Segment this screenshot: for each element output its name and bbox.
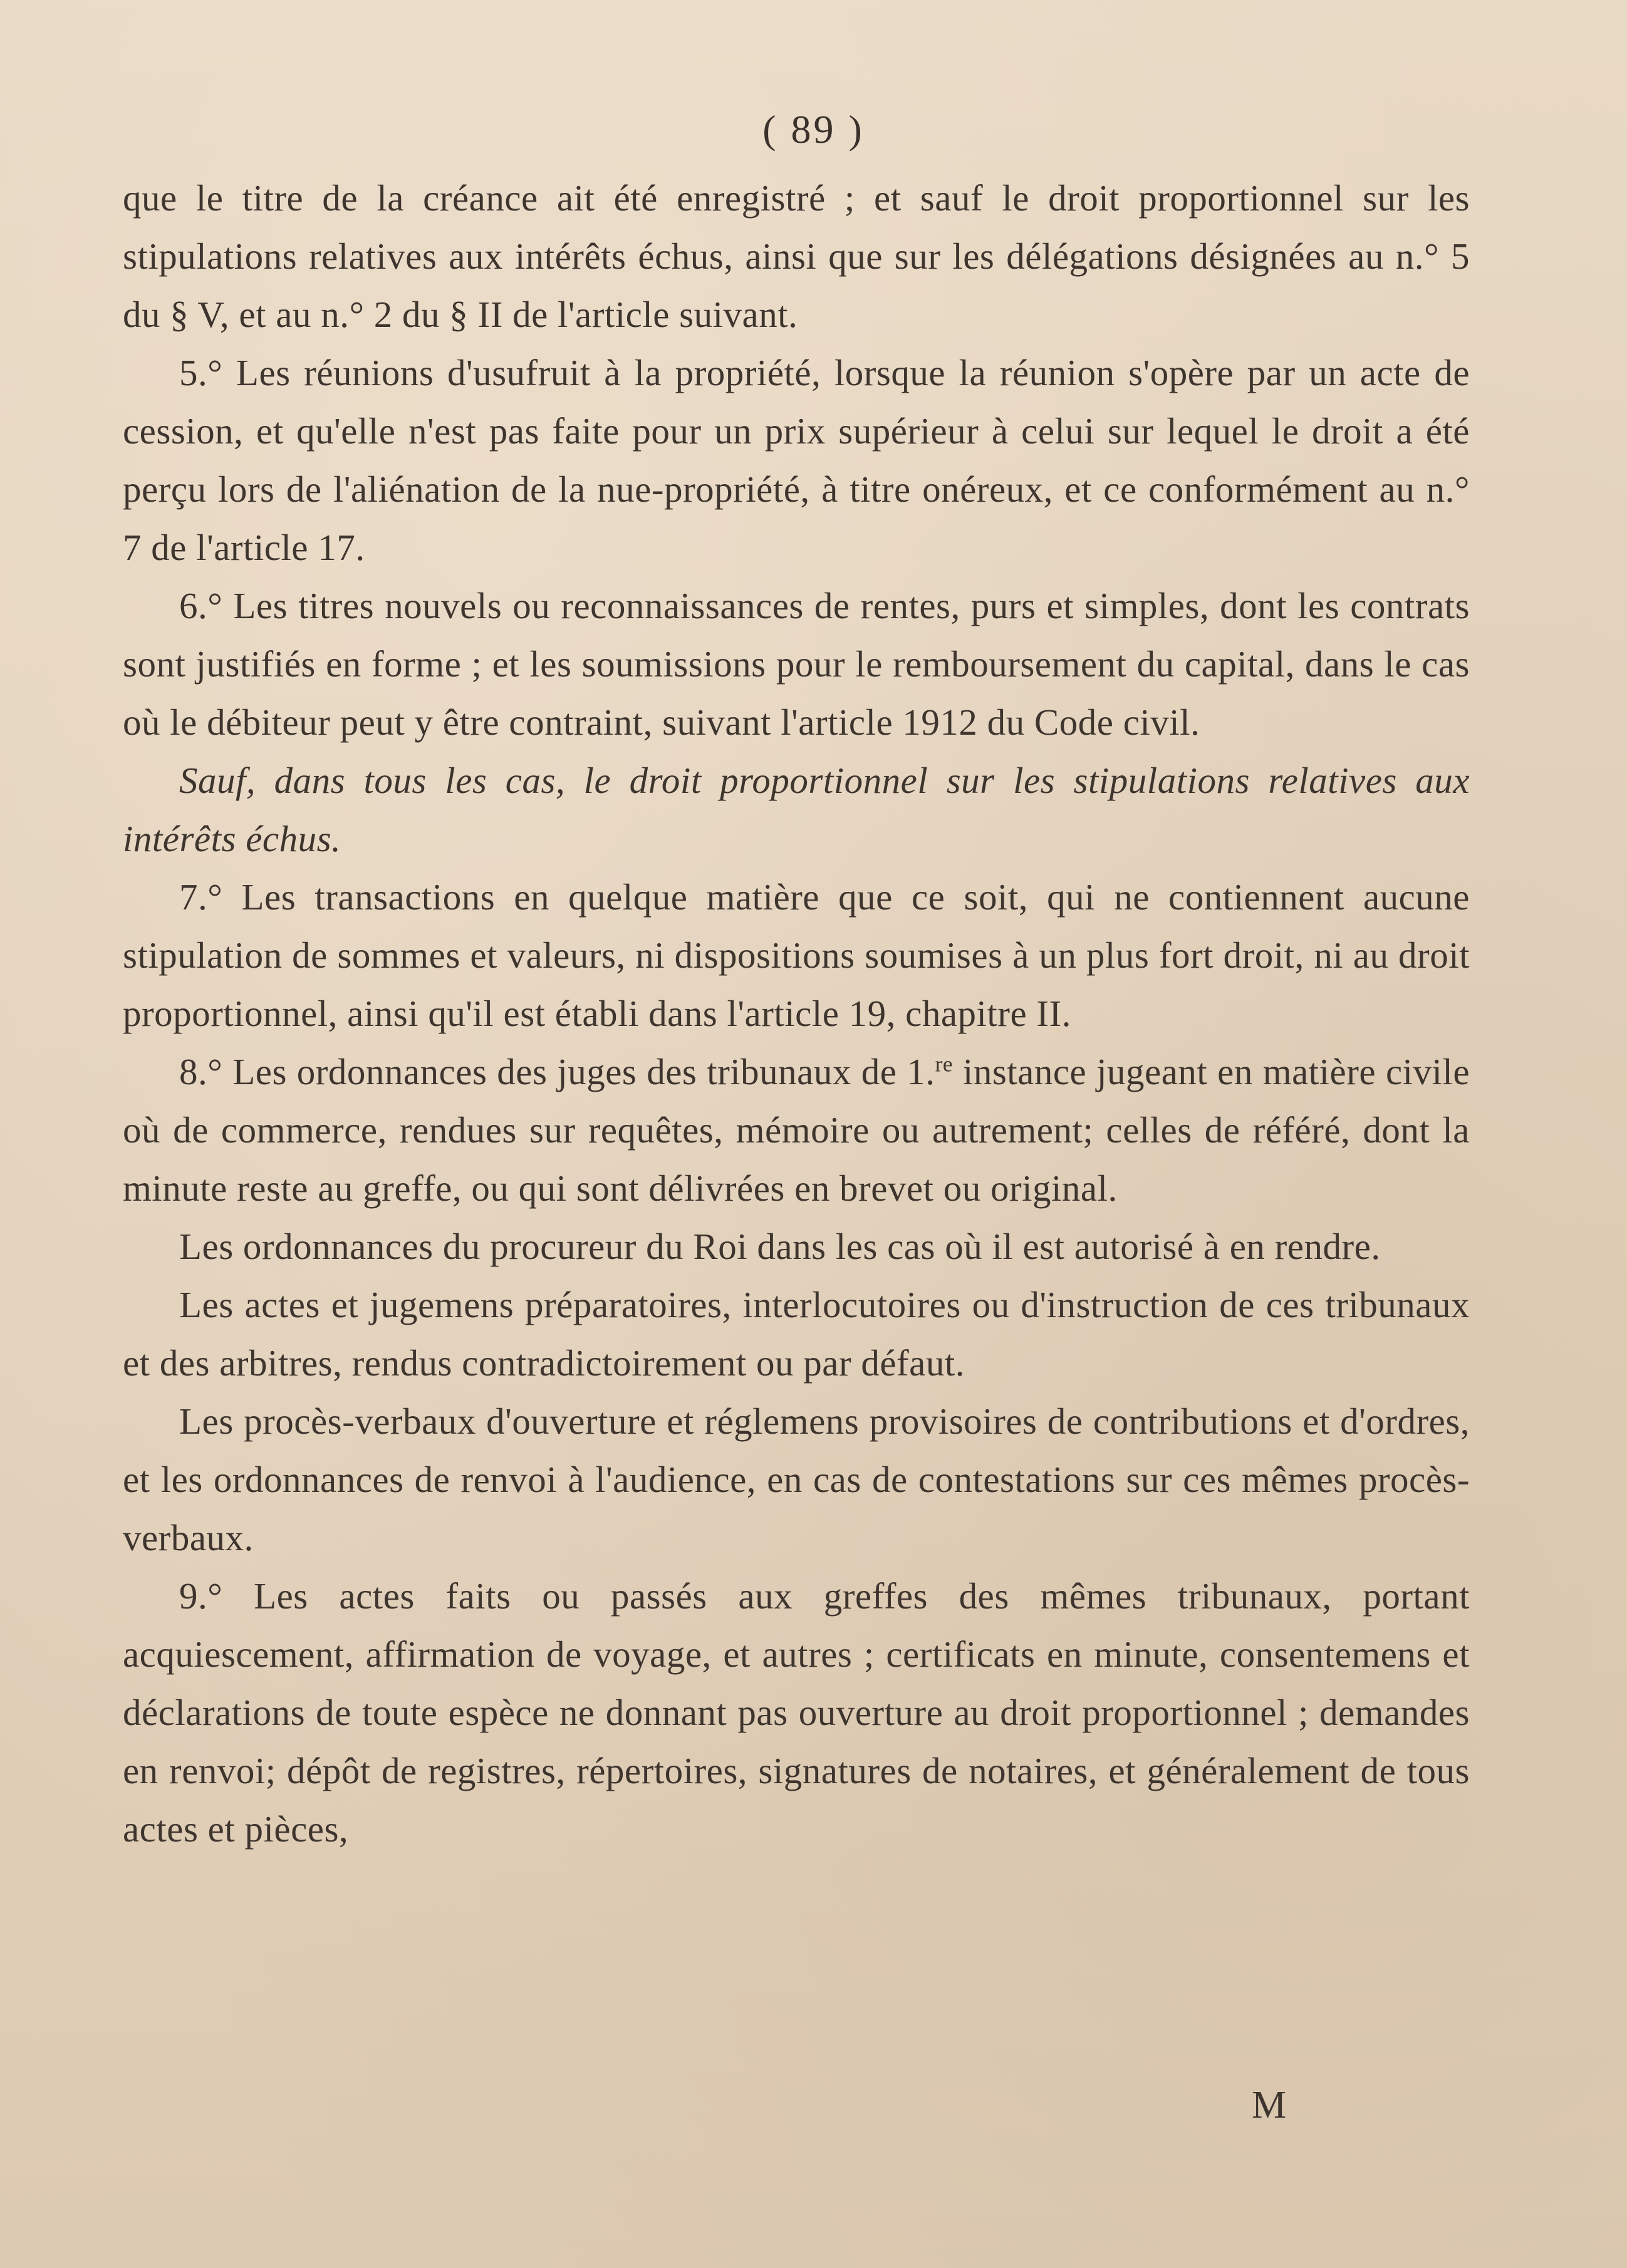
paragraph-item-8 — [123, 1043, 1470, 1218]
signature-mark: M — [1252, 2084, 1287, 2126]
paragraph-item-8-end: instance jugeant en matière civile où de commerce, rendues sur requêtes, mémoire ou autrement; celles de référé, dont la minute reste au greffe, ou qui sont délivrées en brevet ou original. — [123, 1051, 1470, 1209]
paragraph-item-8-start: 8.° Les ordonnances des juges des tribunaux de 1. — [179, 1051, 935, 1092]
paragraph-item-9: 9.° Les actes faits ou passés aux greffes des mêmes tribunaux, portant acquiescement, affirmation de voyage, et autres ; certificats en minute, consentemens et déclarations de toute espèce ne donnant pas ouverture au droit proportionnel ; demandes en renvoi; dépôt de registres, répertoires, signatures de notaires, et généralement de tous actes et pièces, — [123, 1575, 1470, 1850]
paragraph-item-5: 5.° Les réunions d'usufruit à la propriété, lorsque la réunion s'opère par un acte de cession, et qu'elle n'est pas faite pour un prix supérieur à celui sur lequel le droit a été perçu lors de l'aliénation de la nue-propriété, à titre onéreux, et ce conformément au n.° 7 de l'article 17. — [123, 352, 1470, 568]
paragraph-item-6: 6.° Les titres nouvels ou reconnaissances de rentes, purs et simples, dont les contrats sont justifiés en forme ; et les soumissions pour le remboursement du capital, dans le cas où le débiteur peut y être contraint, suivant l'article 1912 du Code civil. — [123, 585, 1470, 743]
paragraph-continuation: que le titre de la créance ait été enregistré ; et sauf le droit proportionnel sur les stipulations relatives aux intérêts échus, ainsi que sur les délégations désignées au n.° 5 du § V, et au n.° 2 du § II de l'article suivant. — [123, 177, 1470, 335]
paragraph-proces-verbaux: Les procès-verbaux d'ouverture et réglemens provisoires de contributions et d'ordres, et les ordonnances de renvoi à l'audience, en cas de contestations sur ces mêmes procès-verbaux. — [123, 1401, 1470, 1558]
superscript-re: re — [935, 1051, 954, 1077]
paragraph-italic-note: Sauf, dans tous les cas, le droit proportionnel sur les stipulations relatives aux intérêts échus. — [123, 760, 1470, 859]
body-text — [123, 169, 1470, 1858]
page-number: ( 89 ) — [762, 107, 865, 152]
paragraph-item-7: 7.° Les transactions en quelque matière que ce soit, qui ne contiennent aucune stipulation de sommes et valeurs, ni dispositions soumises à un plus fort droit, ni au droit proportionnel, ainsi qu'il est établi dans l'article 19, chapitre II. — [123, 876, 1470, 1034]
paragraph-procureur: Les ordonnances du procureur du Roi dans les cas où il est autorisé à en rendre. — [179, 1226, 1381, 1267]
paragraph-actes-jugemens: Les actes et jugemens préparatoires, interlocutoires ou d'instruction de ces tribunaux et des arbitres, rendus contradictoirement ou par défaut. — [123, 1284, 1470, 1384]
